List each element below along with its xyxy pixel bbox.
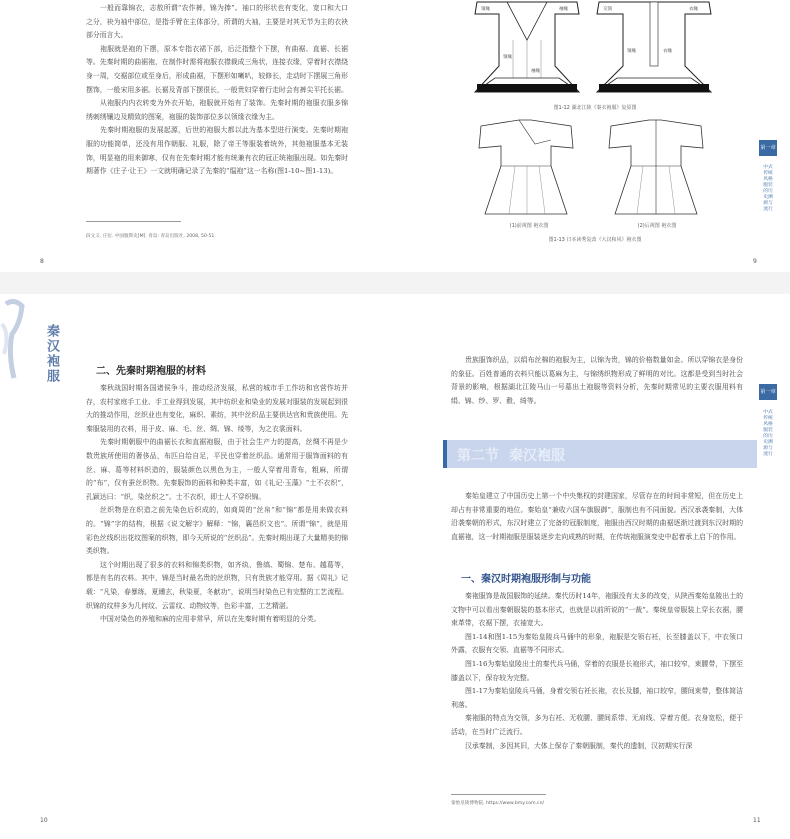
paragraph: 秦始皇建立了中国历史上第一个中央集权的封建国家，尽管存在的时间非常短，但在历史上却占有非常重要的地位。秦始皇“兼收六国车旗服御”，服制也有不同面貌。西汉承袭秦制，大体沿袭秦朝的形式，东汉时建立了完备的冠服制度，袍服由西汉时期的曲裾逐渐过渡到东汉时期的直裾袍，这一时期袍服是服装逐步走向成熟的时期，在传统袍服演变史中起着承上启下的作用。 (451, 492, 743, 541)
chapter-side-tab: 第一章 (759, 384, 777, 400)
chapter-side-tab: 第一章 (759, 140, 777, 156)
paragraph: 图1-17为秦始皇陵兵马俑，身着交领右衽长袍，衣长及膝，袖口较窄，腰间束带，整体简洁利落。 (451, 687, 743, 709)
paragraph: 中国对染色的养殖和麻的应用非常早，所以在先秦时期有着明显的分类。 (100, 615, 321, 624)
paragraph: 图1-14和图1-15为秦始皇陵兵马俑中的形象，袍服是交领右衽，长至膝盖以下，中衣领口外露，衣服有交领、直裾等不同形式。 (451, 632, 743, 655)
chapter-banner (443, 440, 757, 468)
fig-label: 交领 (603, 7, 612, 12)
paragraph: 这个时期出现了很多的衣料和锦类织物，如齐纨、鲁缟、蜀锦、楚布、越葛等，都是有名的衣料。其中，锦是当时最名贵的丝织物，只有贵族才能穿用。据《周礼》记载：“凡染，春暴练，夏纁玄，秋染夏，冬献功”，说明当时染色已有完整的工艺流程。织锦的纹样多为几何纹、云雷纹、动物纹等，色彩丰富，工艺精湛。 (86, 560, 348, 610)
figure-robe-diagram-top (467, 0, 717, 98)
page-number: 11 (753, 817, 761, 824)
fig-label: 衣缘 (663, 49, 672, 54)
robe-front-view (479, 120, 573, 214)
page-9 (395, 0, 790, 272)
section-heading: 一、秦汉时期袍服形制与功能 (461, 574, 591, 585)
fig-label: 袖缘 (559, 7, 568, 12)
page-11 (395, 294, 790, 839)
paragraph: 贵族服饰织品，以绢布丝棉的袍服为主，以锦为贵，锦的价格数量如金。所以穿锦衣是身份的象征。百姓普通的衣料只能以葛麻为主，与锦绣织物形成了鲜明的对比。这都是受到当时社会背景的影响，根据湖北江陵马山一号墓出土袍服等资料分析，先秦时期常见的主要衣服用料有绢、锦、纱、罗、縠、绮等。 (451, 356, 743, 405)
decorative-vertical-title: 秦汉袍服 (44, 324, 59, 384)
chapter-side-label: 中式传统风格服装的历史溯源与流行 (763, 410, 773, 457)
page-number: 10 (40, 817, 48, 824)
figure-robe-diagram-bottom (475, 118, 715, 220)
paragraph: 秦袍服饰是战国服饰的延续。秦代历时14年，袍服没有太多的改变，从陕西秦始皇陵出土的文物中可以看出秦朝服装的基本形式，也就是以前所说的“一裁”。秦统皇帝服装上穿长衣裾，腰束革带，衣裾下摆，衣袖宽大。 (451, 592, 743, 628)
page-10 (0, 294, 395, 839)
chapter-number: 第二节 (457, 448, 499, 464)
paragraph: 秦秋战国时期各国诸侯争斗，推动经济发展，私营的城市手工作坊和官营作坊并存，农村家庭手工业、手工业得到发展，其中纺织业和染业的发展对服装的发展起到很大的推动作用，丝织业也有变化，麻织、素纺，其中丝织品主要供达官和贵族使用。先秦服装用的衣料，用于皮、麻、毛、丝、绸、锦、绫等，为之衣裳面料。 (86, 384, 348, 433)
footnote: 秦始皇陵博物院. https://www.bmy.com.cn/ (451, 801, 545, 806)
page11-text (451, 590, 743, 753)
fig-label: 衣缘 (689, 7, 698, 12)
footnote-rule (451, 794, 546, 795)
page8-text (86, 2, 348, 179)
fig-label: 领缘 (627, 49, 636, 54)
chapter-title: 秦汉袍服 (509, 448, 565, 464)
paragraph: 汉承秦制，多因其旧，大体上保存了秦朝服制，秦代的遗制，汉初期实行深 (465, 741, 693, 750)
figure-caption: 图1-12 湖北江陵《秦衣袍服》复原图 (553, 105, 637, 111)
robe-front-right (597, 2, 711, 92)
footnote-rule (86, 221, 181, 222)
fig-label: 领缘 (503, 55, 512, 60)
fig-label: 领缘 (481, 7, 490, 12)
chapter-side-label: 中式传统风格服装的历史溯源与流行 (763, 165, 773, 212)
page11-after-banner (451, 490, 743, 544)
page10-text (86, 382, 348, 627)
paragraph: 秦袍服的特点为交领，多为右衽、无收腰、腰间系带、无肩线、穿着方便。衣身宽松，便于活动，在当时广泛流行。 (451, 714, 743, 736)
page-number: 9 (753, 258, 757, 265)
page-8 (0, 0, 395, 272)
page11-intro (451, 354, 743, 408)
paragraph: 从袍服内内衣转变为外衣开始，袍服就开始有了装饰。先秦时期的袍服衣服多锦绣刺绣镶边及精致的图案，袍服的装饰部位多以领缘衣缘为主。 (86, 99, 348, 121)
section-heading: 二、先秦时期袍服的材料 (96, 366, 206, 377)
robe-back-view (609, 120, 703, 214)
robe-front-left (475, 2, 579, 92)
footnote: 段文义. 庄衍. 中国服饰史[M]. 青岛: 青岛出版社, 2008, 50-51. (86, 234, 216, 239)
figure-subcaption: (2)后视图 袍衣图 (637, 223, 677, 229)
paragraph: 先秦时期袍服的发展起源，后世的袍服大都以此为基本型进行演变。先秦时期袍服的功能简单，还没有用作朝服、礼服，除了帝王等服装着统外，其他袍服基本无装饰，明显袍的用来御寒，仅有在先秦时期才能有统兼有衣的冠正统袍服出现。如先秦时期著作《庄子·让王》一文就明确记录了先秦的“缊袍”这一名称(图1-10~图1-13)。 (86, 126, 348, 176)
paragraph: 一般而靠锦衣，志敖所谓“农作裤，锦为捧”。袖口的形状也有变化，宽口和大口之分，袂为袖中部位，是指手臂在主体部分，所谓的大袖，主要是对其无节为主的衣袂部分而言大。 (86, 4, 348, 40)
paragraph: 先秦时期朝服中的曲裾长衣和直裾袍服，由于社会生产力的提高，丝绸不再是少数贵族所使用的奢侈品，布匹自给自足，平民也穿着丝织品。通常用于服饰面料的有丝、麻、葛等材料织造的，服装颜色以黑色为主，一般人穿着用青布，粗麻，所谓的“布”，仅有蚕丝织物。先秦服饰的面料和种类丰富，如《礼记·玉藻》“士不衣织”，孔颖达曰：“织，染丝织之”。士不衣织，即士人不穿织锦。 (86, 438, 348, 501)
paragraph: 袍服就是袍的下摆，原本专指衣裙下部，后泛指整个下摆，有曲裾、直裾、长裾等。先秦时期的曲裾袍，在制作时需将袍服衣襟裁成三角状，连接衣缘，穿着时衣襟绕身一周，交裾部位或至身后，形成曲裾，下摆形如喇叭，较修长，走动时下摆展三角形摆饰，一般宋用多裾。长裾及背部下摆很长，一般贵妇穿着行走时会有裤尖平托长裾。 (86, 44, 348, 94)
spread-top-gutter (0, 272, 790, 294)
page-number: 8 (40, 258, 44, 265)
paragraph: 丝织物是在织造之前先染色后织成的，如商周的“丝帛”和“锦”都是用来做衣料的。“锦”字的结构，根据《说文解字》解释：“锦，襄邑织文也”。所谓“锦”，就是用彩色丝线织出花纹图案的织物，即今天所说的“丝织品”。先秦时期出现了大量精美的锦类织物。 (86, 506, 348, 556)
fig-label: 袖缘 (531, 69, 540, 74)
paragraph: 图1-16为秦始皇陵出土的秦代兵马俑，穿着的衣服是长袍形式，袖口较窄，束腰带，下摆至膝盖以下，保存较为完整。 (451, 659, 743, 682)
figure-caption: 图1-13 日本读秀复改《大汉和风》袍衣图 (548, 237, 642, 243)
figure-subcaption: (1)前视图 袍衣图 (509, 223, 549, 229)
